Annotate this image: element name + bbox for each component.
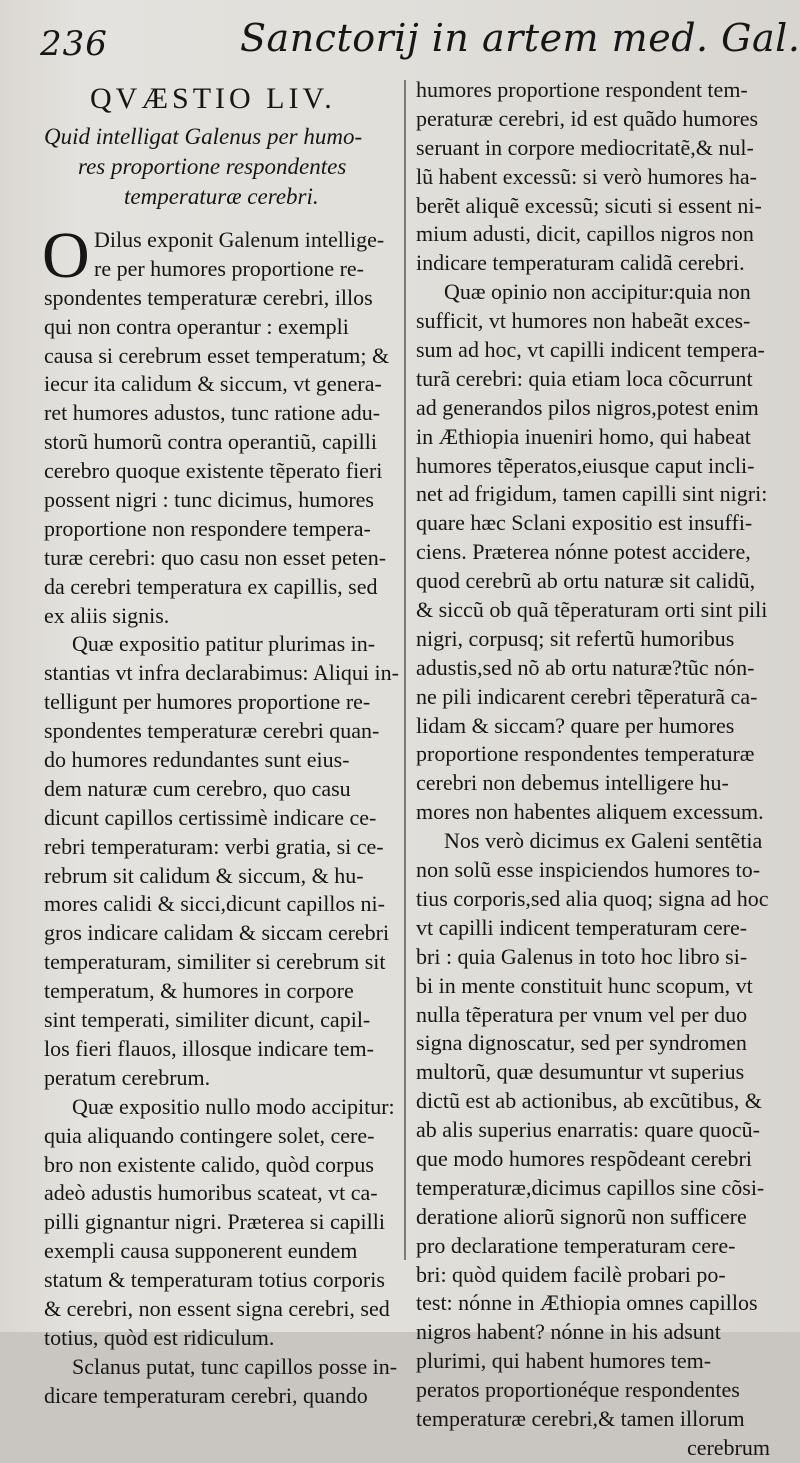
text-line: deratione aliorũ signorũ non sufficere [416,1203,747,1229]
text-line: humores tẽperatos,eiusque caput incli- [416,452,755,478]
text-line: ad generandos pilos nigros,potest enim [416,394,759,420]
text-line: telligunt per humores proportione re- [44,689,371,715]
text-line: que modo humores respõdeant cerebri [416,1145,752,1171]
text-line: do humores redundantes sunt eius- [44,747,350,773]
text-line: ret humores adustos, tunc ratione adu- [44,400,381,426]
text-line: non solũ esse inspiciendos humores to- [416,857,761,883]
question-title: QVÆSTIO LIV. [90,82,336,115]
text-line: nigri, corpusq; sit refertũ humoribus [416,625,735,651]
text-line: multorũ, quæ desumuntur vt superius [416,1059,745,1085]
text-line: los fieri flauos, illosque indicare tem- [44,1035,374,1061]
text-line: dicunt capillos certissimè indicare ce- [44,804,377,830]
text-line: ab alis superius enarratis: quare quocũ- [416,1117,760,1143]
text-line: dem naturæ cum cerebro, quo casu [44,775,351,801]
left-text-block [42,219,400,1411]
text-line: bi in mente constituit hunc scopum, vt [416,972,753,998]
text-line: iecur ita calidum & siccum, vt genera- [44,371,382,397]
text-line: indicare temperaturam calidã cerebri. [416,250,745,276]
right-text-lines [416,76,774,1434]
text-line: ex aliis signis. [44,602,170,628]
text-line: statum & temperaturam totius corporis [44,1267,385,1293]
text-line: Dilus exponit Galenum intellige- [94,227,385,252]
text-line: turã cerebri: quia etiam loca cõcurrunt [416,365,753,391]
text-line: possent nigri : tunc dicimus, humores [44,487,374,513]
text-line: bri : quia Galenus in toto hoc libro si- [416,943,748,969]
text-line: sufficit, vt humores non habeãt exces- [416,308,751,334]
text-line: lũ habent excessũ: si verò humores ha- [416,163,757,189]
text-line: temperaturæ,dicimus capillos sine cõsi- [416,1174,765,1200]
text-line: sum ad hoc, vt capilli indicent tempera- [416,337,765,363]
text-line: qui non contra operantur : exempli [44,313,349,339]
text-line: humores proportione respondent tem- [416,77,748,102]
text-line: lidam & siccam? quare per humores [416,712,735,738]
question-heading-line: temperaturæ cerebri. [124,184,319,209]
text-line: net ad frigidum, tamen capilli sint nigri: [416,481,768,507]
text-line: & cerebri, non essent signa cerebri, sed [44,1295,390,1321]
text-line: Quæ expositio nullo modo accipitur: [72,1093,395,1119]
text-line: ciens. Præterea nónne potest accidere, [416,539,751,565]
text-line: bri: quòd quidem facilè probari po- [416,1261,726,1287]
text-line: quare hæc Sclani expositio est insuffi- [416,510,753,536]
text-line: cerebri non debemus intelligere hu- [416,770,729,796]
text-line: seruant in corpore mediocritatẽ,& nul- [416,134,754,160]
question-heading-line: Quid intelligat Galenus per humo- [44,124,363,149]
text-line: proportione non respondere tempera- [44,515,371,541]
text-line: peratos proportionéque respondentes [416,1377,740,1403]
text-line: peraturæ cerebri, id est quãdo humores [416,105,759,131]
left-column [44,76,400,1411]
text-line: mores non habentes aliquem excessum. [416,799,764,825]
text-line: rebri temperaturam: verbi gratia, si ce- [44,833,384,859]
left-text-lines [42,219,400,1411]
text-line: quod cerebrũ ab ortu naturæ sit calidũ, [416,568,756,594]
text-line: dicare temperaturam cerebri, quando [44,1382,368,1408]
running-head: Sanctorij in artem med. Gal. [240,16,800,60]
text-line: sint temperati, similiter dicunt, capil- [44,1007,371,1033]
text-line: adeò adustis humoribus scateat, vt ca- [44,1180,378,1206]
text-line: Quæ expositio patitur plurimas in- [72,631,376,657]
text-line: peratum cerebrum. [44,1064,211,1090]
text-line: Nos verò dicimus ex Galeni sentẽtia [444,828,763,854]
text-line: da cerebri temperatura ex capillis, sed [44,573,378,599]
text-line: exempli causa supponerent eundem [44,1238,358,1264]
column-rule [404,80,406,1260]
text-line: causa si cerebrum esset temperatum; & [44,342,390,368]
text-line: totius, quòd est ridiculum. [44,1324,275,1350]
text-line: mium adusti, dicit, capillos nigros non [416,221,754,247]
text-line: pilli gignantur nigri. Præterea si capilli [44,1209,385,1235]
text-line: bro non existente calido, quòd corpus [44,1151,374,1177]
text-line: quia aliquando contingere solet, cere- [44,1122,375,1148]
text-line: Sclanus putat, tunc capillos posse in- [72,1353,398,1379]
text-line: plurimi, qui habent humores tem- [416,1348,712,1374]
text-line: nigros habent? nónne in his adsunt [416,1319,721,1345]
text-line: signa dignoscatur, sed per syndromen [416,1030,747,1056]
text-line: nulla tẽperatura per vnum vel per duo [416,1001,748,1027]
drop-cap: O [42,219,90,292]
text-line: stantias vt infra declarabimus: Aliqui in- [44,660,399,686]
text-line: temperaturam, similiter si cerebrum sit [44,949,386,975]
text-line: rebrum sit calidum & siccum, & hu- [44,862,364,888]
text-line: tius corporis,sed alia quoq; signa ad hoc [416,885,769,911]
text-line: & siccũ ob quã tẽperaturam orti sint pili [416,597,768,623]
text-line: temperatum, & humores in corpore [44,978,354,1004]
text-line: test: nónne in Æthiopia omnes capillos [416,1290,758,1316]
catchword: cerebrum [686,1434,770,1460]
page-number: 236 [40,24,108,64]
right-column [416,76,774,1463]
question-heading-line: res proportione respondentes [78,154,347,179]
text-line: Quæ opinio non accipitur:quia non [444,279,751,305]
text-line: storũ humorũ contra operantiũ, capilli [44,429,377,455]
text-line: in Æthiopia inueniri homo, qui habeat [416,423,751,449]
text-line: re per humores proportione re- [94,255,365,281]
text-line: berẽt aliquẽ excessũ; sicuti si essent ni- [416,192,762,218]
text-line: spondentes temperaturæ cerebri quan- [44,718,380,744]
text-line: dictũ est ab actionibus, ab excũtibus, & [416,1088,762,1114]
text-line: spondentes temperaturæ cerebri, illos [44,284,373,310]
text-line: mores calidi & sicci,dicunt capillos ni- [44,891,385,917]
text-line: gros indicare calidam & siccam cerebri [44,920,390,946]
spacer [44,212,400,226]
text-line: ne pili indicarent cerebri tẽperaturã ca- [416,683,758,709]
text-line: pro declaratione temperaturam cere- [416,1232,736,1258]
text-line: proportione respondentes temperaturæ [416,741,755,767]
text-line: vt capilli indicent temperaturam cere- [416,914,748,940]
text-line: adustis,sed nõ ab ortu naturæ?tũc nón- [416,654,755,680]
text-line: turæ cerebri: quo casu non esset peten- [44,544,387,570]
text-line: temperaturæ cerebri,& tamen illorum [416,1405,745,1431]
text-line: cerebro quoque existente tẽperato fieri [44,458,383,484]
